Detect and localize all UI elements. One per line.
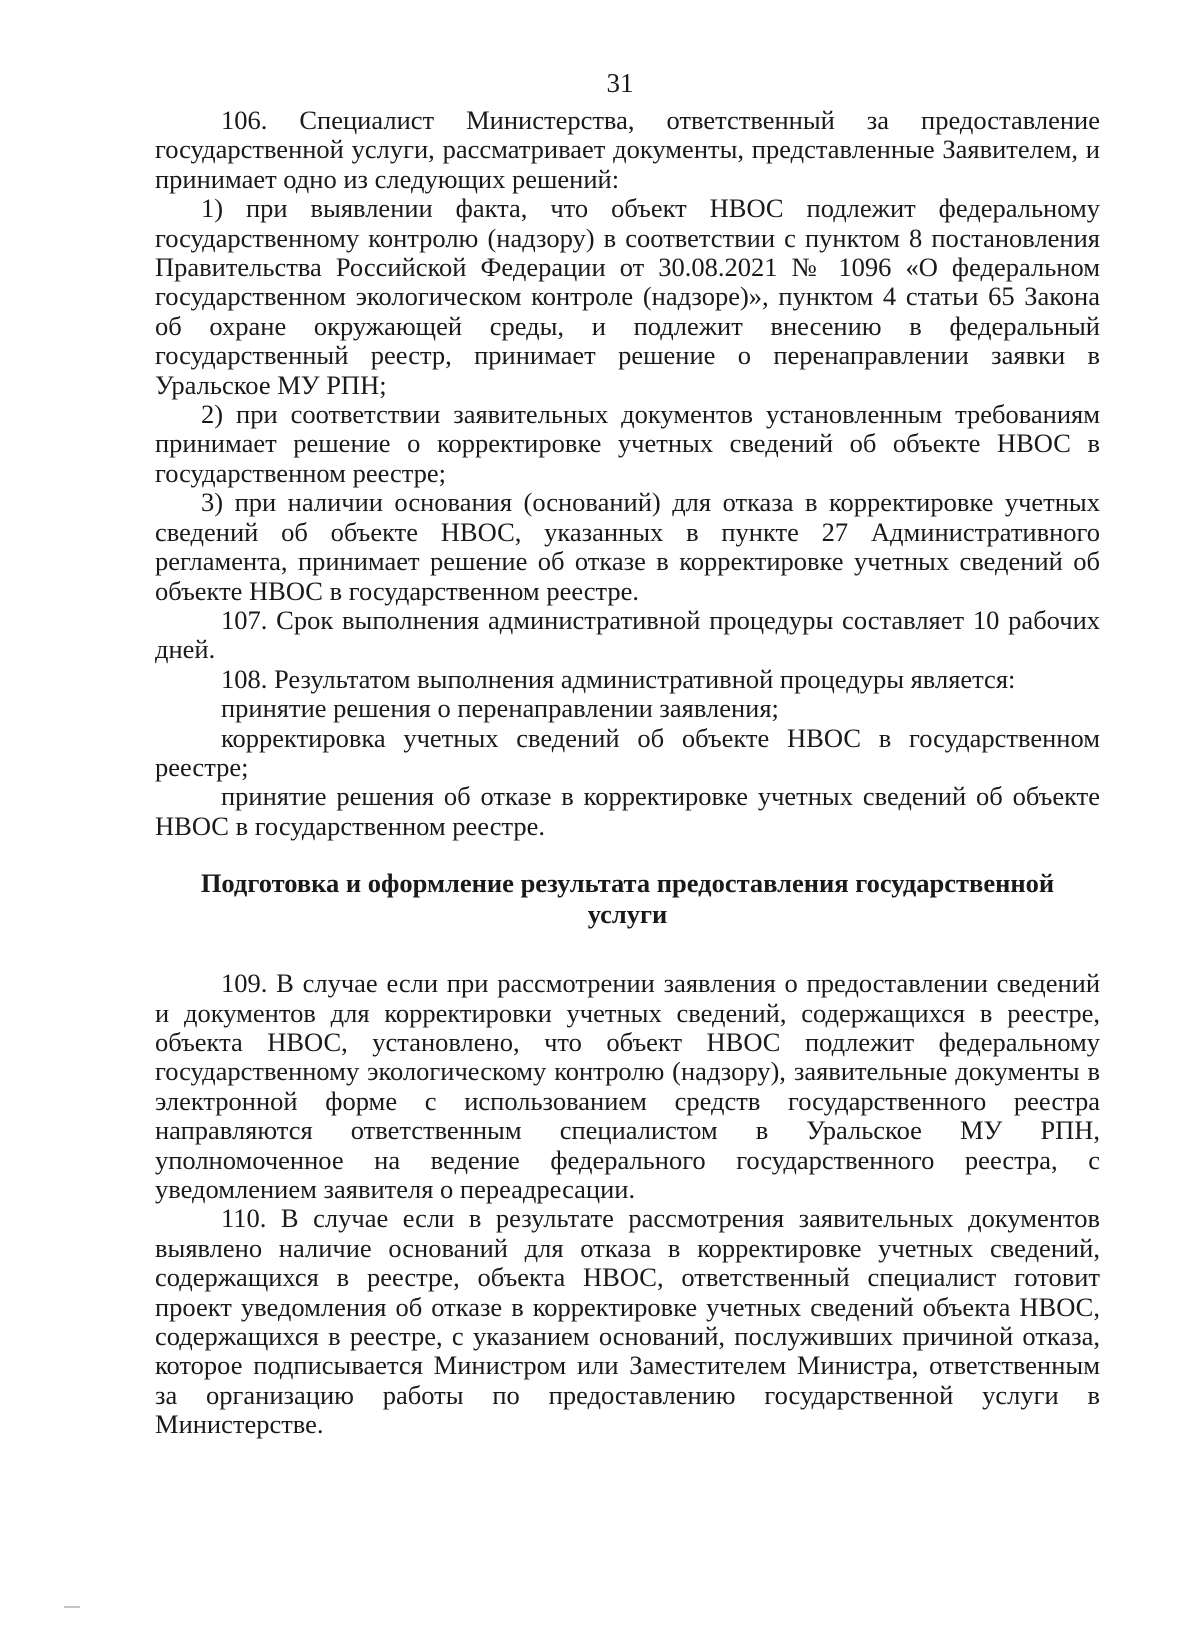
paragraph-106: 106. Специалист Министерства, ответственный за предоставление государственной услуги, рассматривает документы, представленные Заявителем, и принимает одно из следующих решений: xyxy=(155,105,1100,194)
paragraph-106-item-2: 2) при соответствии заявительных документов установленным требованиям принимает решение о корректировке учетных сведений об объекте НВОС в государственном реестре; xyxy=(155,399,1100,488)
paragraph-108-result-1: принятие решения о перенаправлении заявления; xyxy=(221,693,779,724)
paragraph-108-result-2: корректировка учетных сведений об объекте НВОС в государственном реестре; xyxy=(155,722,1100,782)
paragraph-109: 109. В случае если при рассмотрении заявления о предоставлении сведений и документов для корректировки учетных сведений, содержащихся в реестре, объекта НВОС, установлено, что объект НВОС подлежит федеральному государственному экологическому контролю (надзору), заявительные документы в электронной форме с использованием средств государственного реестра направляются ответственным специалистом в Уральское МУ РПН, уполномоченное на ведение федерального государственного реестра, с уведомлением заявителя о переадресации. xyxy=(155,968,1100,1204)
paragraph-106-item-3: 3) при наличии основания (оснований) для отказа в корректировке учетных сведений об объекте НВОС, указанных в пункте 27 Административного регламента, принимает решение об отказе в корректировке учетных сведений об объекте НВОС в государственном реестре. xyxy=(155,487,1100,606)
paragraph-106-item-1: 1) при выявлении факта, что объект НВОС подлежит федеральному государственному контролю (надзору) в соответствии с пунктом 8 постановления Правительства Российской Федерации от 30.08.2021 № 1096 «О федеральном государственном экологическом контроле (надзоре)», пунктом 4 статьи 65 Закона об охране окружающей среды, и подлежит внесению в федеральный государственный реестр, принимает решение о перенаправлении заявки в Уральское МУ РПН; xyxy=(155,193,1100,400)
document-body xyxy=(155,106,1100,1440)
section-body xyxy=(155,969,1100,1440)
paragraph-107: 107. Срок выполнения административной процедуры составляет 10 рабочих дней. xyxy=(155,604,1100,665)
page-number: 31 xyxy=(606,68,634,98)
paragraph-108-result-3: принятие решения об отказе в корректировке учетных сведений об объекте НВОС в государственном реестре. xyxy=(155,781,1100,841)
paragraph-110: 110. В случае если в результате рассмотрения заявительных документов выявлено наличие оснований для отказа в корректировке учетных сведений, содержащихся в реестре, объекта НВОС, ответственный специалист готовит проект уведомления об отказе в корректировке учетных сведений объекта НВОС, содержащихся в реестре, с указанием оснований, послуживших причиной отказа, которое подписывается Министром или Заместителем Министра, ответственным за организацию работы по предоставлению государственной услуги в Министерстве. xyxy=(155,1203,1100,1440)
paragraph-108: 108. Результатом выполнения административной процедуры является: xyxy=(221,663,1016,694)
section-heading: Подготовка и оформление результата предоставления государственной услуги xyxy=(200,868,1055,930)
scan-artifact xyxy=(64,1606,80,1608)
